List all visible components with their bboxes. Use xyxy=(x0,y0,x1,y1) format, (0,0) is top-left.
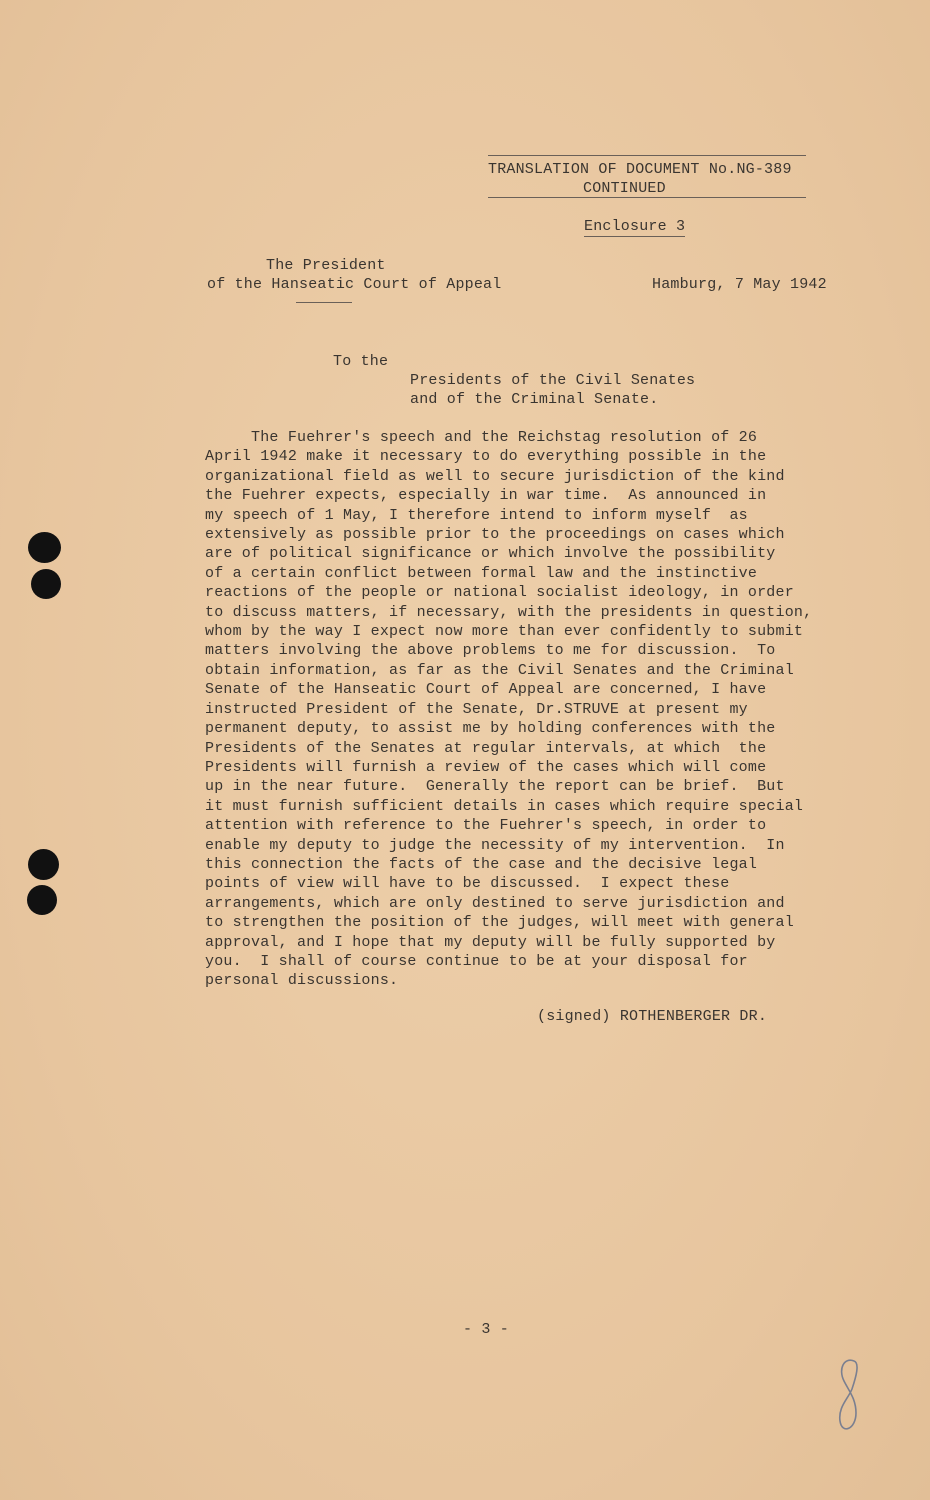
body-line: are of political significance or which involve the possibility xyxy=(205,545,776,563)
page-number: - 3 - xyxy=(463,1321,510,1338)
signature-line: (signed) ROTHENBERGER DR. xyxy=(537,1008,768,1025)
heading-top-rule xyxy=(488,155,806,156)
body-line: approval, and I hope that my deputy will be fully supported by xyxy=(205,933,776,951)
body-line: personal discussions. xyxy=(205,972,399,990)
sender-line-2: of the Hanseatic Court of Appeal xyxy=(207,276,502,293)
body-line: instructed President of the Senate, Dr.STRUVE at present my xyxy=(205,700,748,718)
body-line: to strengthen the position of the judges, will meet with general xyxy=(205,914,794,932)
body-line: my speech of 1 May, I therefore intend to inform myself as xyxy=(205,506,748,524)
body-line: attention with reference to the Fuehrer's speech, in order to xyxy=(205,817,767,835)
body-line: matters involving the above problems to me for discussion. To xyxy=(205,642,776,660)
body-line: extensively as possible prior to the proceedings on cases which xyxy=(205,526,785,544)
punch-hole xyxy=(28,532,61,563)
body-line: Presidents of the Senates at regular intervals, at which the xyxy=(205,739,767,757)
addressee-line-2: Presidents of the Civil Senates xyxy=(410,372,696,389)
body-line: enable my deputy to judge the necessity of my intervention. In xyxy=(205,836,785,854)
heading-bottom-rule xyxy=(488,197,806,198)
body-line: points of view will have to be discussed. I expect these xyxy=(205,875,730,893)
body-line: permanent deputy, to assist me by holding conferences with the xyxy=(205,720,776,738)
enclosure-label: Enclosure 3 xyxy=(584,217,685,237)
body-line: whom by the way I expect now more than ever confidently to submit xyxy=(205,623,804,641)
body-line: organizational field as well to secure jurisdiction of the kind xyxy=(205,467,785,485)
body-line: of a certain conflict between formal law and the instinctive xyxy=(205,564,758,582)
body-line: the Fuehrer expects, especially in war time. As announced in xyxy=(205,487,767,505)
body-line: The Fuehrer's speech and the Reichstag resolution of 26 xyxy=(205,429,758,446)
punch-hole xyxy=(27,885,57,915)
addressee-line-3: and of the Criminal Senate. xyxy=(410,391,659,408)
punch-hole xyxy=(28,849,59,880)
body-line: it must furnish sufficient details in cases which require special xyxy=(205,797,804,815)
body-line: April 1942 make it necessary to do everything possible in the xyxy=(205,448,767,466)
handwritten-page-mark xyxy=(834,1355,864,1437)
sender-line-1: The President xyxy=(266,257,386,274)
body-line: obtain information, as far as the Civil Senates and the Criminal xyxy=(205,661,794,679)
document-heading: TRANSLATION OF DOCUMENT No.NG-389 xyxy=(488,161,792,178)
body-line: you. I shall of course continue to be at your disposal for xyxy=(205,952,748,970)
body-line: reactions of the people or national socialist ideology, in order xyxy=(205,584,794,602)
body-line: arrangements, which are only destined to serve jurisdiction and xyxy=(205,894,785,912)
addressee-line-1: To the xyxy=(333,353,389,370)
body-line: Senate of the Hanseatic Court of Appeal are concerned, I have xyxy=(205,681,767,699)
document-heading-continued: CONTINUED xyxy=(583,180,666,197)
body-line: Presidents will furnish a review of the cases which will come xyxy=(205,758,767,776)
body-line: up in the near future. Generally the report can be brief. But xyxy=(205,778,785,796)
body-line: to discuss matters, if necessary, with the presidents in question, xyxy=(205,603,813,621)
letter-date: Hamburg, 7 May 1942 xyxy=(652,276,827,293)
punch-hole xyxy=(31,569,61,599)
sender-divider xyxy=(296,302,352,303)
letter-body xyxy=(205,428,855,991)
body-line: this connection the facts of the case and the decisive legal xyxy=(205,855,758,873)
